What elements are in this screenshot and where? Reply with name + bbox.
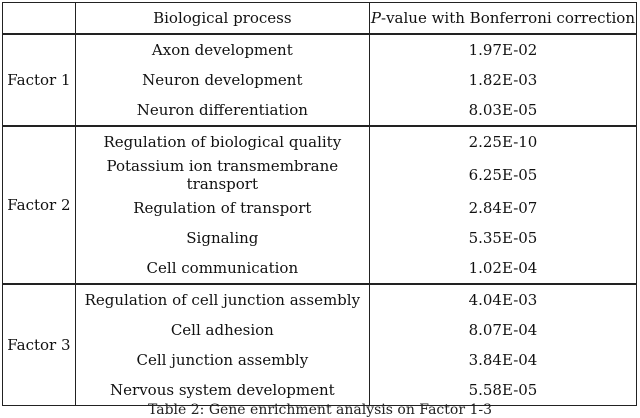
factor-label: Factor 3 xyxy=(3,284,76,406)
table-row xyxy=(3,95,637,126)
factor-group-3 xyxy=(3,284,637,406)
table-row xyxy=(3,284,637,315)
table-row xyxy=(3,157,637,193)
table-row xyxy=(3,315,637,345)
table-row xyxy=(3,193,637,223)
process-cell: Neuron differentiation xyxy=(75,95,369,126)
header-row xyxy=(3,3,637,35)
table-header xyxy=(3,3,637,35)
process-cell: Regulation of biological quality xyxy=(75,126,369,157)
pvalue-cell: 8.07E-04 xyxy=(369,315,636,345)
process-cell: Neuron development xyxy=(75,65,369,95)
table-row xyxy=(3,223,637,253)
table-row xyxy=(3,65,637,95)
header-empty-cell xyxy=(3,3,76,35)
table-caption: Table 2: Gene enrichment analysis on Factor 1-3 xyxy=(147,402,493,418)
pvalue-cell: 5.35E-05 xyxy=(369,223,636,253)
process-cell: Nervous system development xyxy=(75,375,369,406)
enrichment-table xyxy=(2,2,637,406)
process-cell: Regulation of transport xyxy=(75,193,369,223)
pvalue-cell: 5.58E-05 xyxy=(369,375,636,406)
pvalue-cell: 2.84E-07 xyxy=(369,193,636,223)
pvalue-cell: 1.97E-02 xyxy=(369,34,636,65)
process-cell: Cell junction assembly xyxy=(75,345,369,375)
header-pvalue-rest: -value with Bonferroni correction xyxy=(381,9,635,27)
pvalue-cell: 2.25E-10 xyxy=(369,126,636,157)
header-pvalue xyxy=(369,3,636,35)
factor-group-2 xyxy=(3,126,637,284)
header-biological-process: Biological process xyxy=(75,3,369,35)
factor-label: Factor 1 xyxy=(3,34,76,126)
process-cell: Potassium ion transmembrane transport xyxy=(75,157,369,193)
table-row xyxy=(3,34,637,65)
process-cell: Cell adhesion xyxy=(75,315,369,345)
pvalue-cell: 3.84E-04 xyxy=(369,345,636,375)
process-cell: Axon development xyxy=(75,34,369,65)
pvalue-cell: 4.04E-03 xyxy=(369,284,636,315)
factor-label: Factor 2 xyxy=(3,126,76,284)
table-row xyxy=(3,126,637,157)
pvalue-cell: 1.02E-04 xyxy=(369,253,636,284)
pvalue-cell: 8.03E-05 xyxy=(369,95,636,126)
process-cell: Regulation of cell junction assembly xyxy=(75,284,369,315)
table-row xyxy=(3,253,637,284)
process-cell: Signaling xyxy=(75,223,369,253)
table-row xyxy=(3,345,637,375)
table-row xyxy=(3,375,637,406)
factor-group-1 xyxy=(3,34,637,126)
pvalue-cell: 1.82E-03 xyxy=(369,65,636,95)
pvalue-cell: 6.25E-05 xyxy=(369,157,636,193)
header-pvalue-italic: P xyxy=(370,9,381,27)
process-cell: Cell communication xyxy=(75,253,369,284)
